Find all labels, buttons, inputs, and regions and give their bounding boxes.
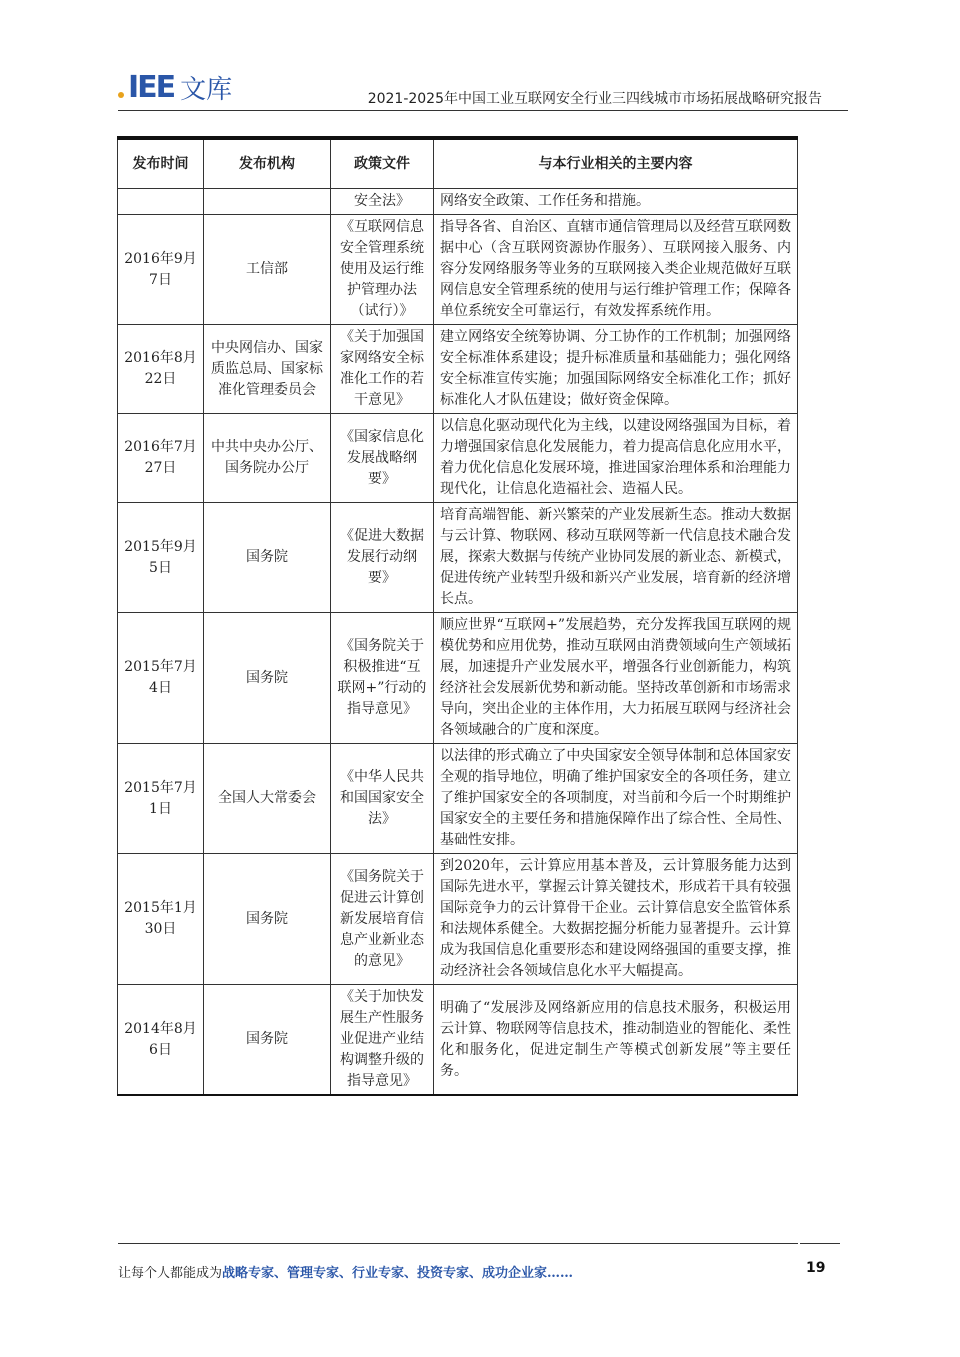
cell-org: 全国人大常委会 [204, 744, 331, 854]
footer-divider-short [800, 1243, 840, 1244]
cell-org: 中共中央办公厅、国务院办公厅 [204, 414, 331, 503]
table-row [118, 613, 798, 744]
cell-doc: 《国务院关于积极推进“互联网+”行动的指导意见》 [331, 613, 434, 744]
cell-doc: 《国务院关于促进云计算创新发展培育信息产业新业态的意见》 [331, 854, 434, 985]
cell-org: 国务院 [204, 985, 331, 1096]
cell-content: 顺应世界“互联网+”发展趋势，充分发挥我国互联网的规模优势和应用优势，推动互联网由消费领域向生产领域拓展，加速提升产业发展水平，增强各行业创新能力，构筑经济社会发展新优势和新动能。坚持改革创新和市场需求导向，突出企业的主体作用，大力拓展互联网与经济社会各领域融合的广度和深度。 [434, 613, 798, 744]
table-row [118, 414, 798, 503]
cell-content: 以信息化驱动现代化为主线，以建设网络强国为目标，着力增强国家信息化发展能力，着力提高信息化应用水平，着力优化信息化发展环境，推进国家治理体系和治理能力现代化，让信息化造福社会、造福人民。 [434, 414, 798, 503]
cell-org: 工信部 [204, 215, 331, 325]
cell-doc: 《关于加快发展生产性服务业促进产业结构调整升级的指导意见》 [331, 985, 434, 1096]
table-row [118, 325, 798, 414]
cell-doc: 安全法》 [331, 189, 434, 215]
table-header-row [118, 138, 798, 189]
table-row [118, 215, 798, 325]
footer-slogan [118, 1262, 573, 1281]
cell-date: 2014年8月6日 [118, 985, 204, 1096]
cell-content: 建立网络安全统筹协调、分工协作的工作机制；加强网络安全标准体系建设；提升标准质量和基础能力；强化网络安全标准宣传实施；加强国际网络安全标准化工作；抓好标准化人才队伍建设；做好资金保障。 [434, 325, 798, 414]
cell-date: 2015年9月5日 [118, 503, 204, 613]
logo [118, 70, 232, 104]
cell-date: 2016年8月22日 [118, 325, 204, 414]
footer-highlight: 战略专家、管理专家、行业专家、投资专家、成功企业家…… [222, 1266, 574, 1281]
page-number: 19 [806, 1260, 826, 1276]
cell-org: 国务院 [204, 613, 331, 744]
header-date: 发布时间 [118, 138, 204, 189]
cell-doc: 《国家信息化发展战略纲要》 [331, 414, 434, 503]
table-row [118, 503, 798, 613]
cell-date: 2015年7月1日 [118, 744, 204, 854]
cell-content: 网络安全政策、工作任务和措施。 [434, 189, 798, 215]
cell-date [118, 189, 204, 215]
cell-date: 2015年7月4日 [118, 613, 204, 744]
cell-content: 以法律的形式确立了中央国家安全领导体制和总体国家安全观的指导地位，明确了维护国家安全的各项任务，建立了维护国家安全的各项制度，对当前和今后一个时期维护国家安全的主要任务和措施保障作出了综合性、全局性、基础性安排。 [434, 744, 798, 854]
footer-prefix: 让每个人都能成为 [118, 1266, 223, 1281]
cell-doc: 《中华人民共和国国家安全法》 [331, 744, 434, 854]
cell-content: 指导各省、自治区、直辖市通信管理局以及经营互联网数据中心（含互联网资源协作服务）、互联网接入服务、内容分发网络服务等业务的互联网接入类企业规范做好互联网信息安全管理系统的使用与运行维护管理工作；保障各单位系统安全可靠运行，有效发挥系统作用。 [434, 215, 798, 325]
cell-doc: 《促进大数据发展行动纲要》 [331, 503, 434, 613]
cell-content: 培育高端智能、新兴繁荣的产业发展新生态。推动大数据与云计算、物联网、移动互联网等新一代信息技术融合发展，探索大数据与传统产业协同发展的新业态、新模式，促进传统产业转型升级和新兴产业发展，培育新的经济增长点。 [434, 503, 798, 613]
header-org: 发布机构 [204, 138, 331, 189]
cell-doc: 《关于加强国家网络安全标准化工作的若干意见》 [331, 325, 434, 414]
header-content: 与本行业相关的主要内容 [434, 138, 798, 189]
cell-org: 中央网信办、国家质监总局、国家标准化管理委员会 [204, 325, 331, 414]
policy-table [117, 136, 798, 1096]
cell-org [204, 189, 331, 215]
header-divider [118, 110, 848, 111]
cell-content: 到2020年，云计算应用基本普及，云计算服务能力达到国际先进水平，掌握云计算关键技术，形成若干具有较强国际竞争力的云计算骨干企业。云计算信息安全监管体系和法规体系健全。大数据挖掘分析能力显著提升。云计算成为我国信息化重要形态和建设网络强国的重要支撑，推动经济社会各领域信息化水平大幅提高。 [434, 854, 798, 985]
cell-doc: 《互联网信息安全管理系统使用及运行维护管理办法（试行）》 [331, 215, 434, 325]
cell-content: 明确了“发展涉及网络新应用的信息技术服务，积极运用云计算、物联网等信息技术，推动制造业的智能化、柔性化和服务化，促进定制生产等模式创新发展”等主要任务。 [434, 985, 798, 1096]
table-row [118, 854, 798, 985]
logo-text: 文库 [180, 74, 233, 105]
cell-org: 国务院 [204, 503, 331, 613]
cell-date: 2016年9月7日 [118, 215, 204, 325]
table-row [118, 985, 798, 1096]
logo-mark: IEE [128, 69, 175, 105]
logo-dot [118, 92, 124, 98]
cell-date: 2015年1月30日 [118, 854, 204, 985]
footer-divider [118, 1243, 798, 1244]
header-doc: 政策文件 [331, 138, 434, 189]
cell-org: 国务院 [204, 854, 331, 985]
table-row [118, 744, 798, 854]
report-title: 2021-2025年中国工业互联网安全行业三四线城市市场拓展战略研究报告 [367, 91, 822, 107]
table-row [118, 189, 798, 215]
cell-date: 2016年7月27日 [118, 414, 204, 503]
